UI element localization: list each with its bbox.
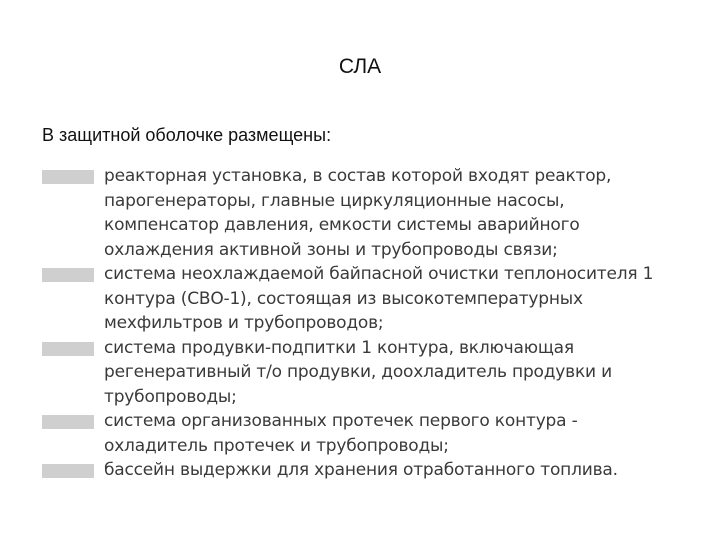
bullet-marker bbox=[42, 170, 94, 184]
slide-title: СЛА bbox=[338, 55, 382, 78]
list-item bbox=[42, 458, 682, 483]
bullet-marker bbox=[42, 342, 94, 356]
list-item bbox=[42, 262, 682, 336]
intro-text: В защитной оболочке размещены: bbox=[42, 125, 332, 145]
bullet-marker bbox=[42, 415, 94, 429]
bullet-marker bbox=[42, 464, 94, 478]
list-item bbox=[42, 336, 682, 410]
list-item-text: бассейн выдержки для хранения отработанного топлива. bbox=[104, 460, 618, 480]
bullet-marker bbox=[42, 268, 94, 282]
bullet-list bbox=[42, 164, 682, 483]
list-item-text: система продувки-подпитки 1 контура, включающая регенеративный т/о продувки, доохладитель продувки и трубопроводы; bbox=[104, 337, 612, 407]
list-item-text: реакторная установка, в состав которой входят реактор, парогенераторы, главные циркуляционные насосы, компенсатор давления, емкости системы аварийного охлаждения активной зоны и трубопроводы связи; bbox=[104, 166, 612, 260]
list-item bbox=[42, 164, 682, 262]
list-item-text: система неохлаждаемой байпасной очистки теплоносителя 1 контура (СВО-1), состоящая из высокотемпературных мехфильтров и трубопроводов; bbox=[104, 264, 654, 333]
list-item bbox=[42, 409, 682, 458]
list-item-text: система организованных протечек первого контура - охладитель протечек и трубопроводы; bbox=[104, 411, 578, 456]
